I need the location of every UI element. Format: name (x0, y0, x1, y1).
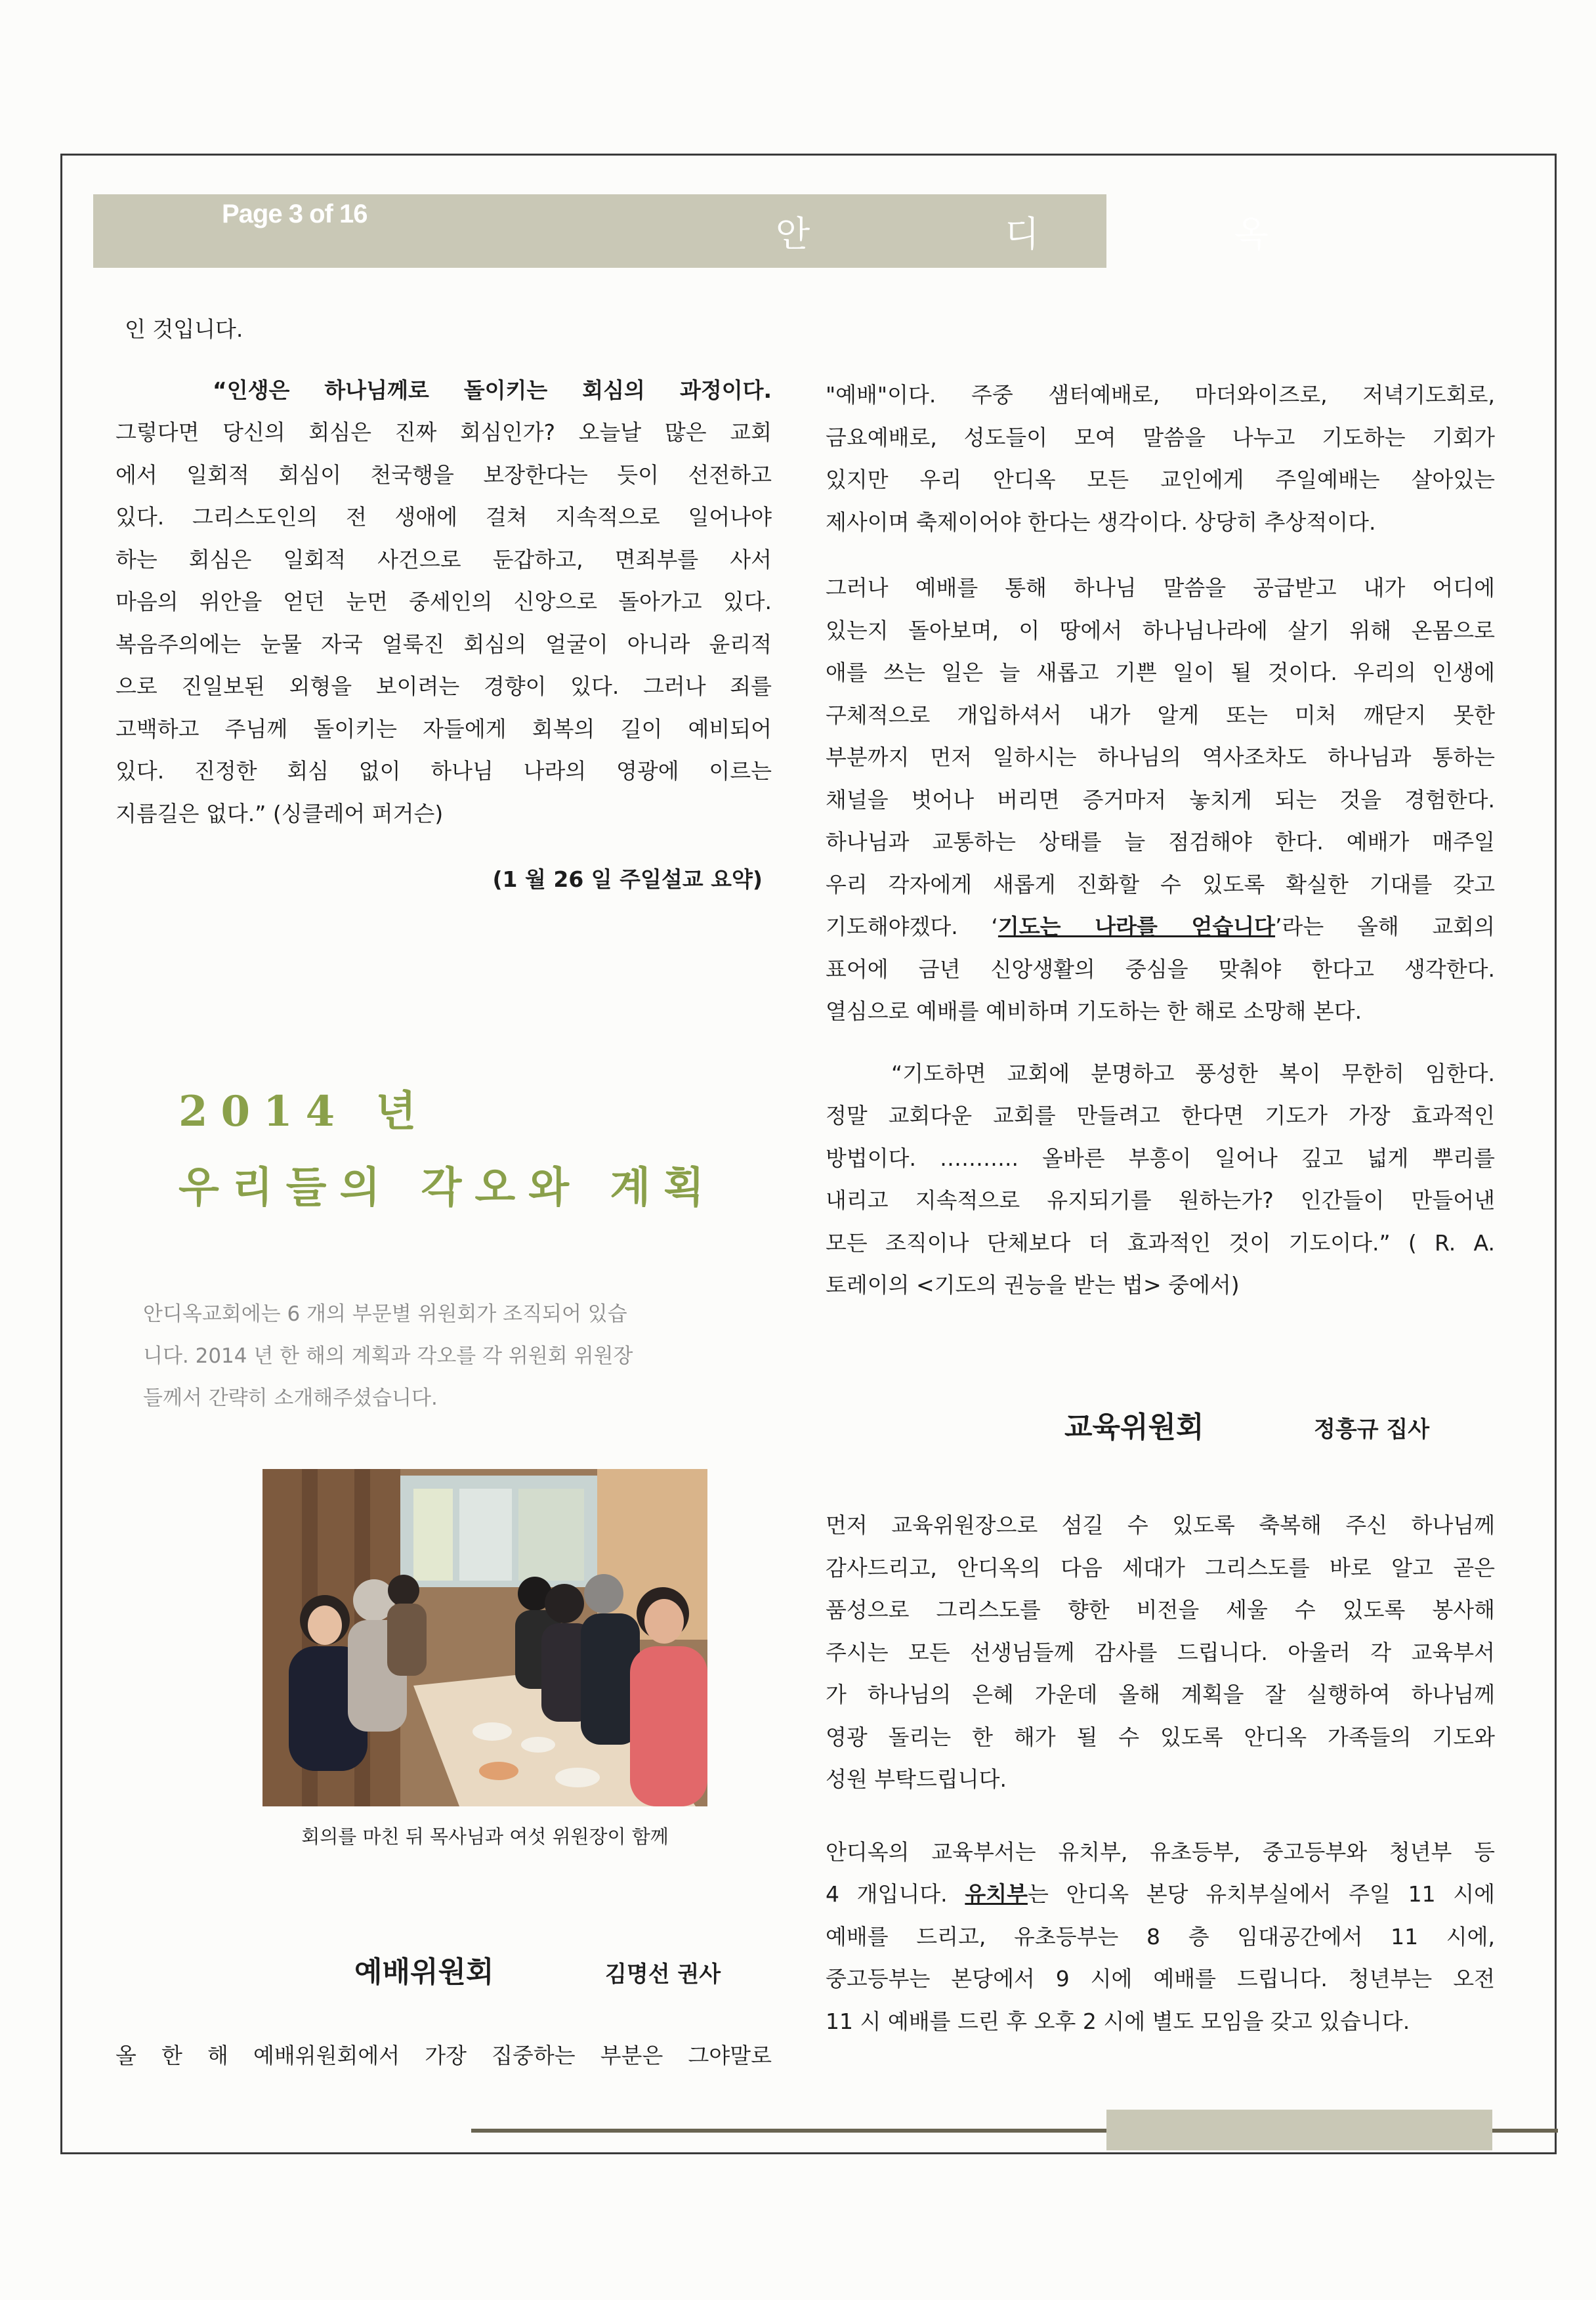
body-line: “기도하면 교회에 분명하고 풍성한 복이 무한히 임한다. (891, 1060, 1495, 1086)
left-column (116, 309, 772, 901)
intro-line: 안디옥교회에는 6 개의 부문별 위원회가 조직되어 있습 (143, 1302, 627, 1326)
body-line: 애를 쓰는 일은 늘 새롭고 기쁜 일이 될 것이다. 우리의 인생에 (826, 660, 1495, 685)
kindergarten-label: 유치부 (965, 1881, 1028, 1907)
feature-title: 우리들의 각오와 계획 (178, 1163, 717, 1212)
photo-caption: 회의를 마친 뒤 목사님과 여섯 위원장이 함께 (301, 1825, 669, 1848)
worship-committee-title: 예배위원회 (354, 1955, 494, 1989)
page-number: Page 3 of 16 (222, 200, 368, 228)
header-bar (93, 194, 1360, 268)
body-line: 제사이며 축제이어야 한다는 생각이다. 상당히 추상적이다. (826, 509, 1376, 535)
body-line: 성원 부탁드립니다. (826, 1766, 1007, 1792)
motto-line (826, 906, 1495, 948)
body-line: 있는지 돌아보며, 이 땅에서 하나님나라에 살기 위해 온몸으로 (826, 617, 1495, 643)
body-line: 토레이의 <기도의 권능을 받는 법> 중에서) (826, 1272, 1240, 1298)
body-line: 먼저 교육위원장으로 섬길 수 있도록 축복해 주신 하나님께 (826, 1512, 1495, 1538)
quote-line: 그렇다면 당신의 회심은 진짜 회심인가? 오늘날 많은 교회 (116, 419, 772, 445)
quote-line: 마음의 위안을 얻던 눈먼 중세인의 신앙으로 돌아가고 있다. (116, 589, 772, 614)
feature-title-year: 2014 년 (178, 1087, 430, 1136)
group-photo (262, 1469, 707, 1806)
sermon-note: (1 월 26 일 주일설교 요약) (492, 866, 763, 892)
body-text: 4 개입니다. (826, 1881, 965, 1907)
quote-line: 하는 회심은 일회적 사건으로 둔갑하고, 면죄부를 사서 (116, 546, 772, 572)
quote-line: “인생은 하나님께로 돌이키는 회심의 과정이다. (213, 377, 772, 403)
body-line: 예배를 드리고, 유초등부는 8 층 임대공간에서 11 시에, (826, 1923, 1495, 1949)
education-body (826, 1504, 1495, 2043)
body-text: 는 안디옥 본당 유치부실에서 주일 11 시에 (1027, 1881, 1495, 1907)
body-line: 11 시 예배를 드린 후 오후 2 시에 별도 모임을 갖고 있습니다. (826, 2008, 1410, 2034)
body-line: 중고등부는 본당에서 9 시에 예배를 드립니다. 청년부는 오전 (826, 1966, 1495, 1991)
body-line: 모든 조직이나 단체보다 더 효과적인 것이 기도이다.” ( R. A. (826, 1229, 1495, 1256)
body-line: 주시는 모든 선생님들께 감사를 드립니다. 아울러 각 교육부서 (826, 1639, 1495, 1665)
quote-line: 있다. 진정한 회심 없이 하나님 나라의 영광에 이르는 (116, 758, 772, 784)
right-column (826, 374, 1495, 1307)
education-committee-author: 정흥규 집사 (1314, 1416, 1430, 1443)
body-line: 품성으로 그리스도를 향한 비전을 세울 수 있도록 봉사해 (826, 1597, 1495, 1623)
intro-line: 들께서 간략히 소개해주셨습니다. (143, 1386, 438, 1410)
body-line: 표어에 금년 신앙생활의 중심을 맞춰야 한다고 생각한다. (826, 956, 1495, 982)
quote-line: 있다. 그리스도인의 전 생애에 걸쳐 지속적으로 일어나야 (116, 504, 772, 530)
quote-line: 고백하고 주님께 돌이키는 자들에게 회복의 길이 예비되어 (116, 715, 772, 742)
footer-box (1106, 2110, 1492, 2150)
body-text: ’라는 올해 교회의 (1275, 914, 1495, 939)
feature-intro (143, 1293, 734, 1419)
body-line: 구체적으로 개입하셔서 내가 알게 또는 미처 깨닫지 못한 (826, 702, 1495, 728)
quote-line: 지름길은 없다.” (싱클레어 퍼거슨) (116, 800, 444, 826)
body-line (826, 1873, 1495, 1916)
body-line: 안디옥의 교육부서는 유치부, 유초등부, 중고등부와 청년부 등 (826, 1839, 1495, 1865)
body-line: 방법이다. ……….. 올바른 부흥이 일어나 깊고 넓게 뿌리를 (826, 1145, 1495, 1171)
body-line: 내리고 지속적으로 유지되기를 원하는가? 인간들이 만들어낸 (826, 1187, 1495, 1213)
body-line: 우리 각자에게 새롭게 진화할 수 있도록 확실한 기대를 갖고 (826, 871, 1495, 897)
publication-title: 안 디 옥 (776, 213, 1360, 255)
body-line: 가 하나님의 은혜 가운데 올해 계획을 잘 실행하여 하나님께 (826, 1682, 1495, 1707)
body-text: 기도해야겠다. ‘ (826, 914, 998, 939)
quote-line: 복음주의에는 눈물 자국 얼룩진 회심의 얼굴이 아니라 윤리적 (116, 631, 772, 657)
body-line: 감사드리고, 안디옥의 다음 세대가 그리스도를 바로 알고 곧은 (826, 1554, 1495, 1581)
body-line: 열심으로 예배를 예비하며 기도하는 한 해로 소망해 본다. (826, 998, 1362, 1024)
worship-first-line (116, 2035, 772, 2077)
body-line: 그러나 예배를 통해 하나님 말씀을 공급받고 내가 어디에 (826, 575, 1495, 601)
body-line: 영광 돌리는 한 해가 될 수 있도록 안디옥 가족들의 기도와 (826, 1724, 1495, 1750)
body-line: 채널을 벗어나 버리면 증거마저 놓치게 되는 것을 경험한다. (826, 786, 1495, 813)
quote-line: 에서 일회적 회심이 천국행을 보장한다는 듯이 선전하고 (116, 461, 772, 488)
body-line: 하나님과 교통하는 상태를 늘 점검해야 한다. 예배가 매주일 (826, 829, 1495, 855)
body-line: 올 한 해 예배위원회에서 가장 집중하는 부분은 그야말로 (116, 2043, 772, 2068)
body-line: 있지만 우리 안디옥 모든 교인에게 주일예배는 살아있는 (826, 467, 1495, 492)
body-line: "예배"이다. 주중 샘터예배로, 마더와이즈로, 저녁기도회로, (826, 382, 1495, 408)
body-line: 금요예배로, 성도들이 모여 말씀을 나누고 기도하는 기회가 (826, 424, 1495, 450)
continuation-text: 인 것입니다. (125, 316, 243, 342)
intro-line: 니다. 2014 년 한 해의 계획과 각오를 각 위원회 위원장 (143, 1344, 633, 1368)
quote-line: 으로 진일보된 외형을 보이려는 경향이 있다. 그러나 죄를 (116, 673, 772, 699)
worship-committee-author: 김명선 권사 (605, 1961, 721, 1988)
body-line: 정말 교회다운 교회를 만들려고 한다면 기도가 가장 효과적인 (826, 1103, 1495, 1128)
church-motto: 기도는 나라를 얻습니다 (998, 914, 1276, 939)
body-line: 부분까지 먼저 일하시는 하나님의 역사조차도 하나님과 통하는 (826, 744, 1495, 770)
education-committee-title: 교육위원회 (1064, 1411, 1204, 1444)
